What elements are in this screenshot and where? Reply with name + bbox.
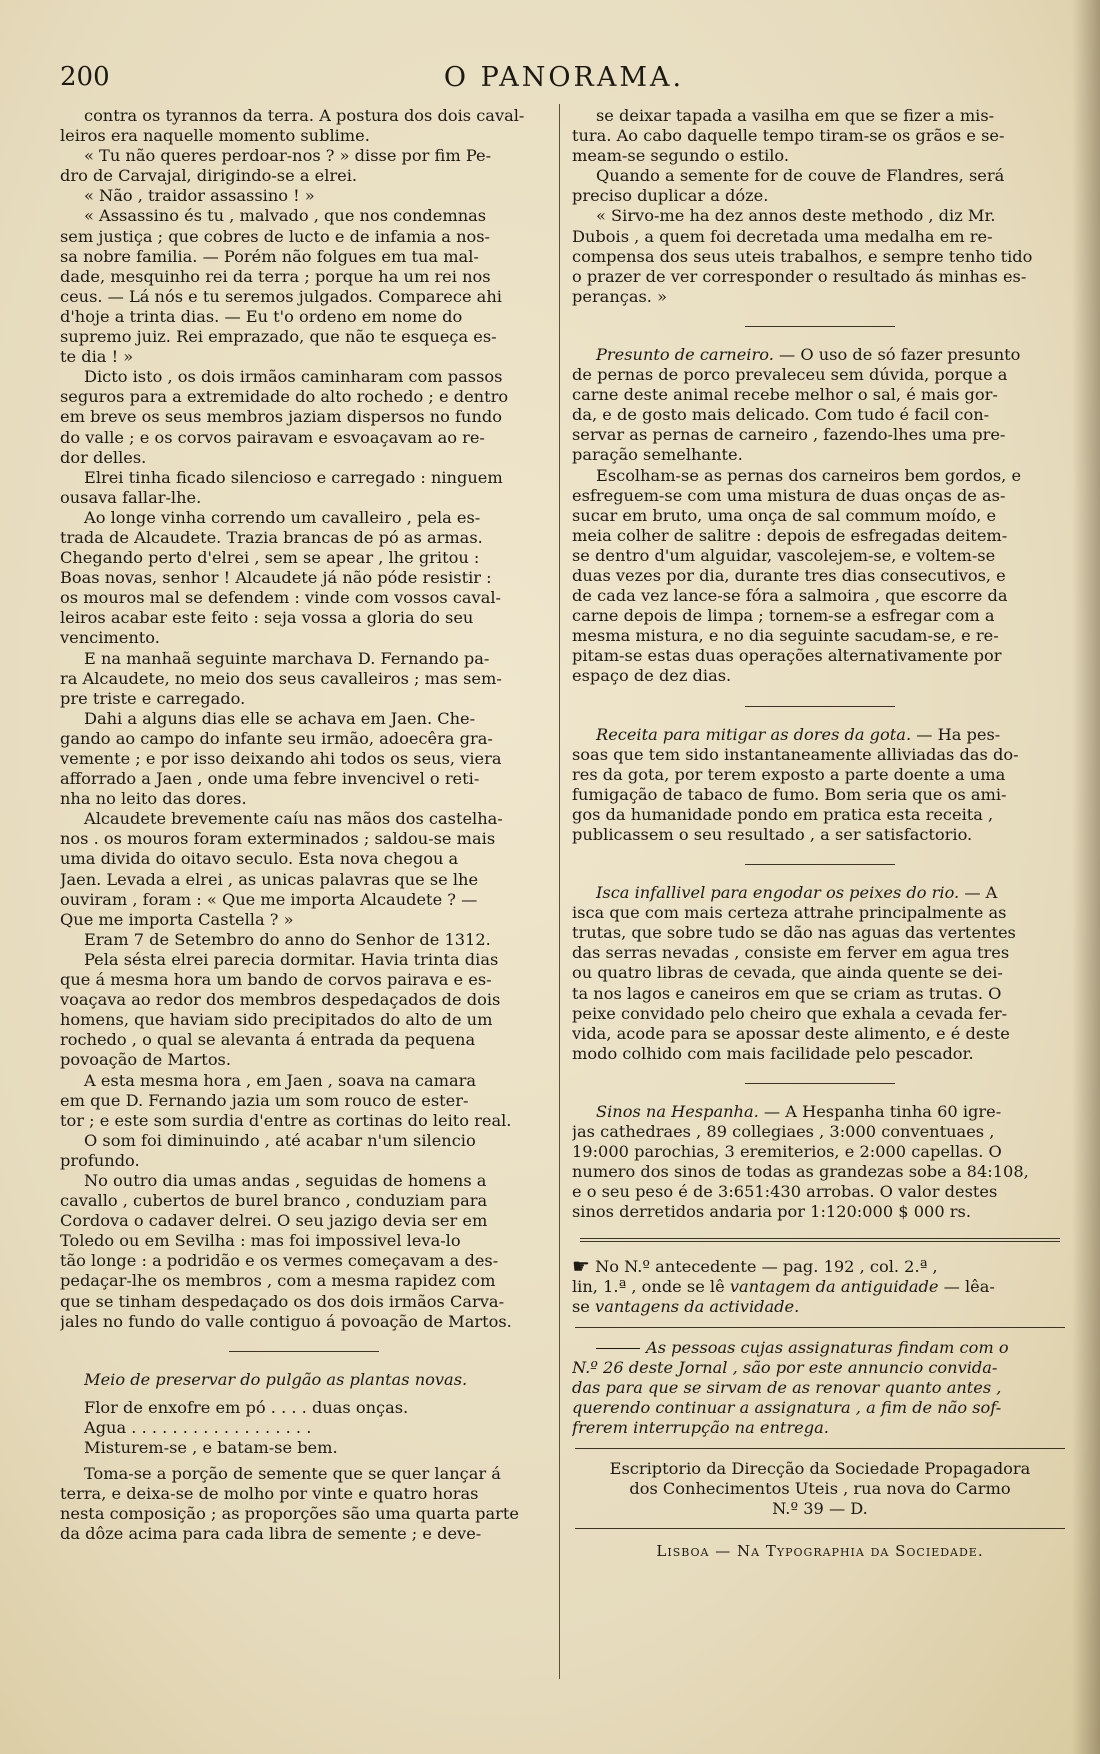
recipe-ingredient: Misturem-se , e batam-se bem. — [84, 1438, 338, 1457]
article-line: da, e de gosto mais delicado. Com tudo é facil con- — [572, 405, 990, 425]
article-isca — [572, 883, 1068, 1064]
article-line: ousava fallar-lhe. — [60, 487, 202, 507]
article-title: Meio de preservar do pulgão as plantas novas. — [84, 1369, 468, 1389]
article-line: 19:000 parochias, 3 eremiterios, e 2:000 capellas. O — [572, 1142, 1002, 1162]
article-line: « Assassino és tu , malvado , que nos condemnas — [84, 206, 487, 226]
article-line: espaço de dez dias. — [572, 666, 732, 686]
article-line: isca que com mais certeza attrahe principalmente as — [572, 903, 1007, 923]
article-line: profundo. — [60, 1150, 140, 1170]
erratum-text: lin, 1.ª , onde se lê — [572, 1276, 730, 1296]
article-line: — O uso de só fazer presunto — [773, 344, 1021, 364]
article-line: trutas, que sobre tudo se dão nas aguas das vertentes — [572, 923, 1016, 943]
article-line: res da gota, por terem exposto a parte doente a uma — [572, 764, 1006, 784]
article-line: leiros acabar este feito : seja vossa a gloria do seu — [60, 608, 474, 628]
article-line: em que D. Fernando jazia um som rouco de ester- — [60, 1090, 469, 1110]
article-line: Escolham-se as pernas dos carneiros bem gordos, e — [596, 465, 1022, 485]
article-line: jas cathedraes , 89 collegiaes , 3:000 conventuaes , — [572, 1122, 995, 1142]
article-presunto — [572, 345, 1068, 687]
article-line: os mouros mal se defendem : vinde com vossos caval- — [60, 588, 501, 608]
article-line: modo colhido com mais facilidade pelo pescador. — [572, 1043, 974, 1063]
article-line: Toma-se a porção de semente que se quer lançar á — [84, 1464, 501, 1484]
article-line: preciso duplicar a dóze. — [572, 186, 769, 206]
article-line: Quando a semente for de couve de Flandres, será — [596, 166, 1005, 186]
article-line: Chegando perto d'elrei , sem se apear , lhe gritou : — [60, 548, 480, 568]
article-line: soas que tem sido instantaneamente alliviadas das do- — [572, 744, 1019, 764]
article-line: meia colher de salitre : depois de esfregadas deitem- — [572, 525, 1008, 545]
article-line: fumigação de tabaco de fumo. Bom seria que os ami- — [572, 784, 1007, 804]
article-line: uma divida do oitavo seculo. Esta nova chegou a — [60, 849, 459, 869]
imprint-line: Escriptorio da Direcção da Sociedade Propagadora — [609, 1459, 1031, 1479]
article-line: do valle ; e os corvos pairavam e esvoaçavam ao re- — [60, 427, 485, 447]
article-line: gos da humanidade pondo em pratica esta receita , — [572, 804, 994, 824]
article-first-line — [572, 725, 1068, 745]
article-first-line — [572, 1102, 1068, 1122]
article-line: tura. Ao cabo daquelle tempo tiram-se os grãos e se- — [572, 126, 1005, 146]
colophon: Lisboa — Na Typographia da Sociedade. — [656, 1541, 984, 1560]
article-line: dor delles. — [60, 447, 147, 467]
erratum-correct-text: vantagens da actividade. — [595, 1296, 800, 1316]
notice-line: das para que se sirvam de as renovar quanto antes , — [572, 1377, 1002, 1397]
section-rule — [745, 326, 895, 327]
page-spine-shadow — [1072, 0, 1100, 1754]
article-line: pedaçar-lhe os membros , com a mesma rapidez com — [60, 1271, 496, 1291]
article-line: ouviram , foram : « Que me importa Alcaudete ? — — [60, 889, 478, 909]
article-line: dade, mesquinho rei da terra ; porque ha um rei nos — [60, 266, 491, 286]
section-rule — [229, 1351, 379, 1352]
article-line: Elrei tinha ficado silencioso e carregado : ninguem — [84, 467, 503, 487]
pulgao-continuation — [572, 106, 1068, 307]
article-line: « Não , traidor assassino ! » — [84, 186, 315, 206]
article-line: No outro dia umas andas , seguidas de homens a — [84, 1170, 487, 1190]
pointing-hand-icon: ☛ — [572, 1253, 590, 1278]
article-line: homens, que haviam sido precipitados do alto de um — [60, 1010, 493, 1030]
article-line: carne deste animal recebe melhor o sal, é mais gor- — [572, 385, 998, 405]
article-line: da dôze acima para cada libra de semente ; e deve- — [60, 1524, 482, 1544]
article-line: Dubois , a quem foi decretada uma medalha em re- — [572, 226, 993, 246]
article-sinos — [572, 1102, 1068, 1223]
article-line: voaçava ao redor dos membros despedaçados de dois — [60, 990, 501, 1010]
article-line: cavallo , cubertos de burel branco , conduziam para — [60, 1191, 488, 1211]
right-column — [572, 106, 1068, 1694]
article-line: supremo juiz. Rei emprazado, que não te esqueça es- — [60, 327, 497, 347]
notice-line: querendo continuar a assignatura , a fim de não sof- — [572, 1398, 1002, 1418]
section-rule — [745, 1083, 895, 1084]
article-line: Alcaudete brevemente caíu nas mãos dos castelha- — [84, 809, 503, 829]
imprint-line: N.º 39 — D. — [772, 1499, 868, 1519]
section-rule — [575, 1327, 1065, 1328]
erratum-text: — lêa- — [938, 1276, 995, 1296]
article-line: paração semelhante. — [572, 445, 743, 465]
article-line: nha no leito das dores. — [60, 789, 247, 809]
article-line: Cordova o cadaver delrei. O seu jazigo devia ser em — [60, 1211, 488, 1231]
article-line: seguros para a extremidade do alto rochedo ; e dentro — [60, 387, 509, 407]
notice-line: frerem interrupção na entrega. — [572, 1418, 829, 1438]
page-header — [60, 62, 1068, 102]
section-rule — [575, 1448, 1065, 1449]
article-line: que se tinham despedaçado os dos dois irmãos Carva- — [60, 1291, 505, 1311]
article-line: trada de Alcaudete. Trazia brancas de pó as armas. — [60, 527, 483, 547]
article-line: vencimento. — [60, 628, 160, 648]
double-rule — [580, 1238, 1060, 1242]
article-line: mesma mistura, e no dia seguinte sacudam-se, e re- — [572, 626, 999, 646]
erratum-wrong-text: vantagem da antiguidade — [729, 1276, 939, 1296]
article-line: meam-se segundo o estilo. — [572, 146, 790, 166]
running-title: O PANORAMA. — [443, 62, 685, 93]
section-rule — [745, 706, 895, 707]
article-line: jales no fundo do valle contiguo á povoação de Martos. — [60, 1311, 512, 1331]
article-line: nos . os mouros foram exterminados ; saldou-se mais — [60, 829, 496, 849]
article-line: Jaen. Levada a elrei , as unicas palavras que se lhe — [60, 869, 479, 889]
article-first-line — [572, 345, 1068, 365]
article-line: contra os tyrannos da terra. A postura dos dois caval- — [84, 106, 525, 125]
article-line: A esta mesma hora , em Jaen , soava na camara — [84, 1070, 477, 1090]
article-body — [572, 745, 1068, 845]
article-first-line — [572, 883, 1068, 903]
article-line: rochedo , o qual se alevanta á entrada da pequena — [60, 1030, 476, 1050]
article-line: Eram 7 de Setembro do anno do Senhor de 1312. — [84, 929, 491, 949]
article-title: Sinos na Hespanha. — [596, 1101, 759, 1121]
article-line: afforrado a Jaen , onde uma febre invencivel o reti- — [60, 769, 480, 789]
article-line: — A Hespanha tinha 60 igre- — [758, 1101, 1002, 1121]
article-body — [572, 903, 1068, 1064]
article-line: peixe convidado pelo cheiro que exhala a cevada fer- — [572, 1003, 1008, 1023]
article-line: de cada vez lance-se fóra a salmoira , que escorre da — [572, 586, 1008, 606]
article-line: de pernas de porco prevaleceu sem dúvida, porque a — [572, 365, 1008, 385]
article-body — [572, 1122, 1068, 1222]
article-line: duas vezes por dia, durante tres dias consecutivos, e — [572, 565, 1006, 585]
article-line: povoação de Martos. — [60, 1050, 232, 1070]
article-line: — A — [959, 883, 998, 903]
article-line: — Ha pes- — [911, 724, 1001, 744]
article-body — [572, 365, 1068, 687]
article-line: pitam-se estas duas operações alternativamente por — [572, 646, 1002, 666]
article-line: ra Alcaudete, no meio dos seus cavalleiros ; mas sem- — [60, 668, 502, 688]
article-line: dro de Carvajal, dirigindo-se a elrei. — [60, 166, 358, 186]
article-line: Ao longe vinha correndo um cavalleiro , pela es- — [84, 507, 481, 527]
story-continuation — [60, 106, 548, 1332]
article-line: ta nos lagos e caneiros em que se criam as trutas. O — [572, 983, 1002, 1003]
article-line: e o seu peso é de 3:651:430 arrobas. O valor destes — [572, 1182, 998, 1202]
erratum-text: No N.º antecedente — pag. 192 , col. 2.ª , — [589, 1256, 938, 1276]
article-line: pre triste e carregado. — [60, 688, 246, 708]
article-line: das serras nevadas , consiste em ferver em agua tres — [572, 943, 1010, 963]
article-line: leiros era naquelle momento sublime. — [60, 126, 370, 146]
article-line: Dicto isto , os dois irmãos caminharam com passos — [84, 367, 503, 387]
article-line: tão longe : a podridão e os vermes começavam a des- — [60, 1251, 499, 1271]
article-line: « Sirvo-me ha dez annos deste methodo , diz Mr. — [596, 206, 996, 226]
article-title: Presunto de carneiro. — [596, 344, 774, 364]
article-gota — [572, 725, 1068, 846]
imprint — [572, 1459, 1068, 1560]
article-line: ou quatro libras de cevada, que ainda quente se dei- — [572, 963, 1003, 983]
article-line: Toledo ou em Sevilha : mas foi impossivel leva-lo — [60, 1231, 461, 1251]
erratum-line — [572, 1253, 1068, 1278]
article-line: O som foi diminuindo , até acabar n'um silencio — [84, 1130, 476, 1150]
recipe-ingredient: Flor de enxofre em pó . . . . duas onças. — [84, 1397, 409, 1417]
article-line: que á mesma hora um bando de corvos pairava e es- — [60, 970, 492, 990]
article-title: Isca infallivel para engodar os peixes do rio. — [596, 883, 960, 903]
imprint-line: dos Conhecimentos Uteis , rua nova do Carmo — [629, 1479, 1011, 1499]
article-line: Pela sésta elrei parecia dormitar. Havia trinta dias — [84, 949, 499, 969]
page-number: 200 — [60, 62, 110, 92]
erratum-note — [572, 1253, 1068, 1317]
section-rule — [745, 864, 895, 865]
article-line: vida, acode para se apossar deste alimento, e é deste — [572, 1023, 1010, 1043]
article-line: gando ao campo do infante seu irmão, adoecêra gra- — [60, 728, 493, 748]
erratum-line — [572, 1297, 1068, 1317]
article-line: Que me importa Castella ? » — [60, 909, 294, 929]
article-line: « Tu não queres perdoar-nos ? » disse por fim Pe- — [84, 146, 492, 166]
article-line: carne depois de limpa ; tornem-se a esfregar com a — [572, 606, 995, 626]
left-column — [60, 106, 548, 1694]
recipe-ingredient: Agua . . . . . . . . . . . . . . . . . . — [84, 1417, 312, 1437]
article-line: sucar em bruto, uma onça de sal commum moído, e — [572, 505, 997, 525]
article-line: compensa dos seus uteis trabalhos, e sempre tenho tido — [572, 246, 1033, 266]
article-line: esfreguem-se com uma mistura de duas onças de as- — [572, 485, 1006, 505]
article-title: Receita para mitigar as dores da gota. — [596, 724, 912, 744]
article-line: nesta composição ; as proporções são uma quarta parte — [60, 1504, 519, 1524]
article-line: vemente ; e por isso deixando ahi todos os seus, viera — [60, 749, 502, 768]
notice-line: N.º 26 deste Jornal , são por este annuncio convida- — [572, 1357, 998, 1377]
erratum-text: se — [572, 1296, 596, 1316]
article-line: numero dos sinos de todas as grandezas sobe a 84:108, — [572, 1162, 1029, 1182]
article-line: peranças. » — [572, 286, 667, 306]
article-line: se dentro d'um alguidar, vascolejem-se, e voltem-se — [572, 545, 996, 565]
article-line: Dahi a alguns dias elle se achava em Jaen. Che- — [84, 708, 476, 728]
article-line: o prazer de ver corresponder o resultado ás minhas es- — [572, 266, 1027, 286]
article-line: d'hoje a trinta dias. — Eu t'o ordeno em nome do — [60, 306, 463, 326]
section-rule — [575, 1528, 1065, 1529]
article-line: ceus. — Lá nós e tu seremos julgados. Comparece ahi — [60, 286, 502, 306]
subscription-notice — [572, 1338, 1068, 1438]
article-line: se deixar tapada a vasilha em que se fizer a mis- — [596, 106, 995, 125]
article-line: tor ; e este som surdia d'entre as cortinas do leito real. — [60, 1110, 512, 1130]
article-line: E na manhaã seguinte marchava D. Fernando pa- — [84, 648, 490, 668]
erratum-line — [572, 1277, 1068, 1297]
notice-text: As pessoas cujas assignaturas findam com o — [646, 1337, 1009, 1357]
article-line: sem justiça ; que cobres de lucto e de infamia a nos- — [60, 226, 491, 246]
notice-line — [572, 1338, 1068, 1358]
article-line: publicassem o seu resultado , a ser satisfactorio. — [572, 825, 973, 844]
article-line: Boas novas, senhor ! Alcaudete já não póde resistir : — [60, 568, 492, 588]
article-line: sinos derretidos andaria por 1:120:000 $ 000 rs. — [572, 1202, 971, 1222]
article-line: terra, e deixa-se de molho por vinte e quatro horas — [60, 1484, 479, 1504]
article-line: te dia ! » — [60, 347, 134, 367]
article-pulgao — [60, 1370, 548, 1545]
article-line: servar as pernas de carneiro , fazendo-lhes uma pre- — [572, 425, 1006, 445]
column-divider — [559, 104, 560, 1679]
notice-dash — [596, 1348, 640, 1349]
article-line: sa nobre familia. — Porém não folgues em tua mal- — [60, 246, 479, 266]
article-line: em breve os seus membros jaziam dispersos no fundo — [60, 407, 502, 427]
